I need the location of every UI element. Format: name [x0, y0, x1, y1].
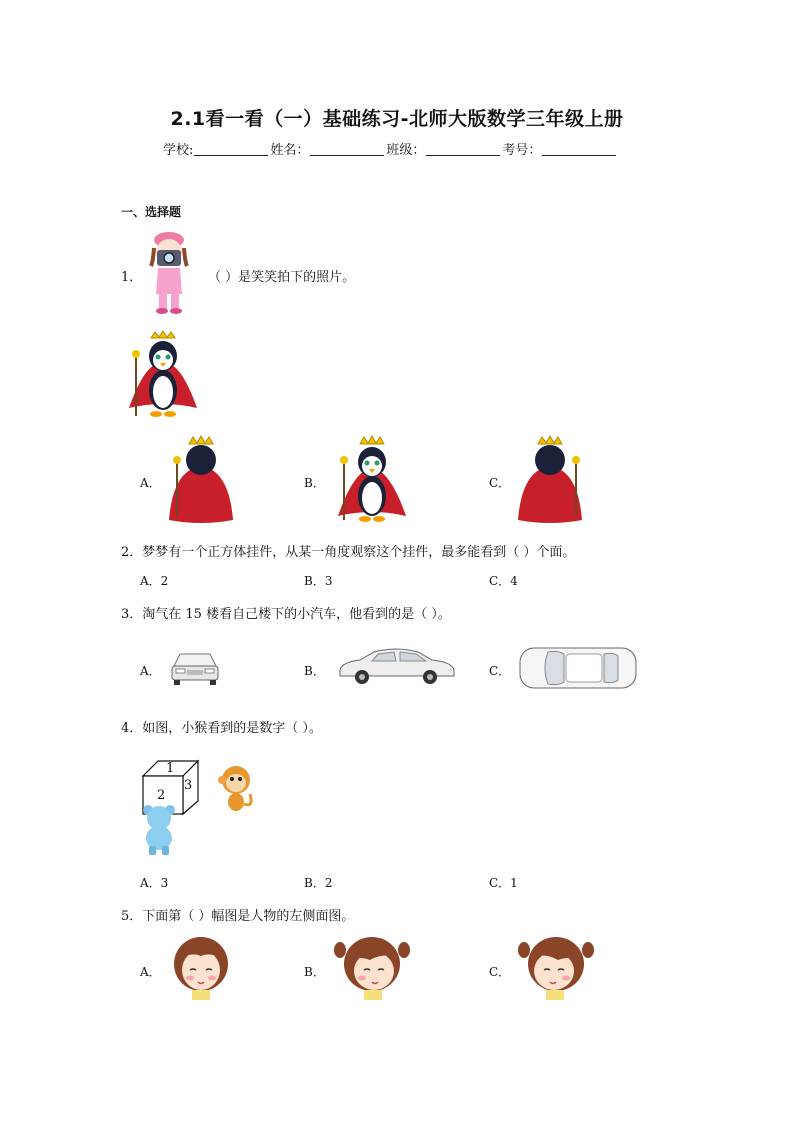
- q4-option-b[interactable]: B．2: [304, 876, 333, 890]
- bear-back-image: [140, 802, 178, 856]
- q2-text: 2．梦梦有一个正方体挂件，从某一角度观察这个挂件，最多能看到（ ）个面。: [121, 545, 576, 560]
- q2-option-a[interactable]: A．2: [140, 574, 169, 588]
- exam-no-label: 考号：: [502, 143, 542, 158]
- q1-option-a-label: A．: [140, 476, 161, 490]
- q5-option-b-label: B．: [304, 965, 325, 979]
- penguin-back-view-image[interactable]: [163, 436, 239, 524]
- school-label: 学校:: [163, 143, 194, 158]
- cube-front-number: 2: [157, 788, 166, 803]
- girl-with-camera-image: [145, 228, 195, 314]
- q1-text: （ ）是笑笑拍下的照片。: [208, 270, 356, 285]
- q1-number: 1．: [121, 270, 143, 285]
- q5-text: 5．下面第（ ）幅图是人物的左侧面图。: [121, 909, 355, 924]
- q4-option-c[interactable]: C．1: [489, 876, 518, 890]
- q1-option-b-label: B．: [304, 476, 325, 490]
- car-side-view-image[interactable]: [336, 646, 458, 686]
- q3-option-c-label: C．: [489, 664, 511, 678]
- penguin-back-view-mirrored-image[interactable]: [512, 436, 588, 524]
- car-front-view-image[interactable]: [170, 650, 220, 686]
- class-blank: [426, 142, 500, 156]
- class-label: 班级：: [386, 143, 426, 158]
- q4-text: 4．如图，小猴看到的是数字（ ）。: [121, 721, 322, 736]
- cube-side-number: 3: [184, 778, 193, 793]
- page-title: 2.1看一看（一）基础练习-北师大版数学三年级上册: [170, 108, 624, 130]
- q5-option-c-label: C．: [489, 965, 511, 979]
- q3-option-b-label: B．: [304, 664, 325, 678]
- name-blank: [310, 142, 384, 156]
- q4-option-a[interactable]: A．3: [140, 876, 169, 890]
- q3-text: 3．淘气在 15 楼看自己楼下的小汽车，他看到的是（ ）。: [121, 607, 451, 622]
- section-heading: 一、选择题: [121, 205, 182, 219]
- student-info-line: [163, 139, 618, 158]
- q3-option-a-label: A．: [140, 664, 161, 678]
- q2-option-c[interactable]: C．4: [489, 574, 518, 588]
- car-top-view-image[interactable]: [518, 644, 638, 692]
- school-blank: [194, 142, 268, 156]
- girl-head-right-side-image[interactable]: [334, 934, 410, 1002]
- q1-option-c-label: C．: [489, 476, 511, 490]
- q2-option-b[interactable]: B．3: [304, 574, 333, 588]
- q5-option-a-label: A．: [140, 965, 161, 979]
- exam-no-blank: [542, 142, 616, 156]
- penguin-king-front-image: [123, 332, 201, 420]
- monkey-image: [216, 764, 256, 816]
- girl-head-left-side-image[interactable]: [518, 934, 594, 1002]
- girl-head-front-image[interactable]: [170, 934, 232, 1002]
- cube-top-number: 1: [166, 761, 175, 776]
- name-label: 姓名：: [270, 143, 310, 158]
- penguin-front-view-image[interactable]: [334, 436, 410, 524]
